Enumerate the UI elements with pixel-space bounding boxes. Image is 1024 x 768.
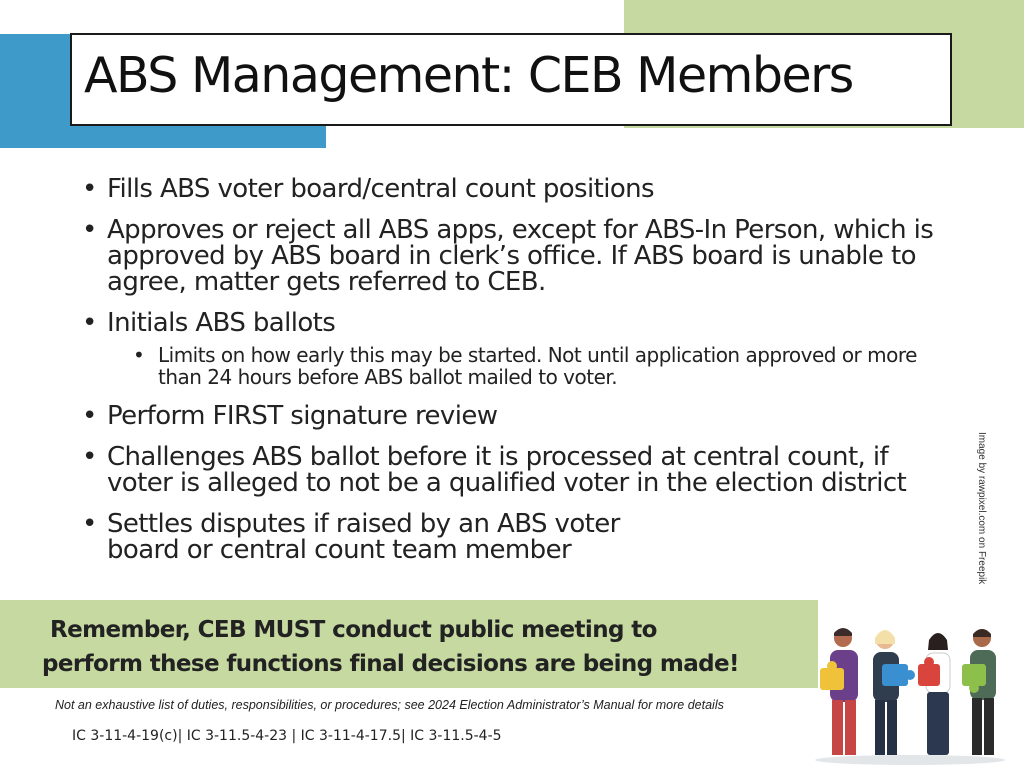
bullet-item: • Perform FIRST signature review [82,403,962,429]
person-3-figure [918,633,950,755]
title-box [70,33,952,126]
disclaimer-text: Not an exhaustive list of duties, responsibilities, or procedures; see 2024 Election Administrator’s Manual for more details [55,698,724,712]
reminder-line-1: Remember, CEB MUST conduct public meeting to [50,617,657,643]
bullet-item: • Initials ABS ballots [82,310,962,336]
bullet-item: • Fills ABS voter board/central count positions [82,176,967,202]
person-1-figure [820,628,858,755]
bullet-item: • Settles disputes if raised by an ABS voter board or central count team member [82,511,627,563]
slide-title: ABS Management: CEB Members [84,47,853,104]
bullet-item: • Approves or reject all ABS apps, except for ABS-In Person, which is approved by ABS board in clerk’s office. If ABS board is unable to agree, matter gets referred to CEB. [82,217,957,295]
people-puzzle-illustration [810,620,1010,765]
sub-bullet-item: • Limits on how early this may be started. Not until application approved or more than 24 hours before ABS ballot mailed to voter. [133,344,948,388]
bullet-item: • Challenges ABS ballot before it is processed at central count, if voter is alleged to not be a qualified voter in the election district [82,444,937,496]
person-4-figure [962,629,996,755]
bullet-list [82,176,962,578]
reminder-line-2: perform these functions final decisions are being made! [42,651,739,677]
code-references: IC 3-11-4-19(c)| IC 3-11.5-4-23 | IC 3-11-4-17.5| IC 3-11.5-4-5 [72,728,502,744]
image-credit: Image by rawpixel.com on Freepik [976,432,987,585]
person-2-figure [873,630,915,755]
